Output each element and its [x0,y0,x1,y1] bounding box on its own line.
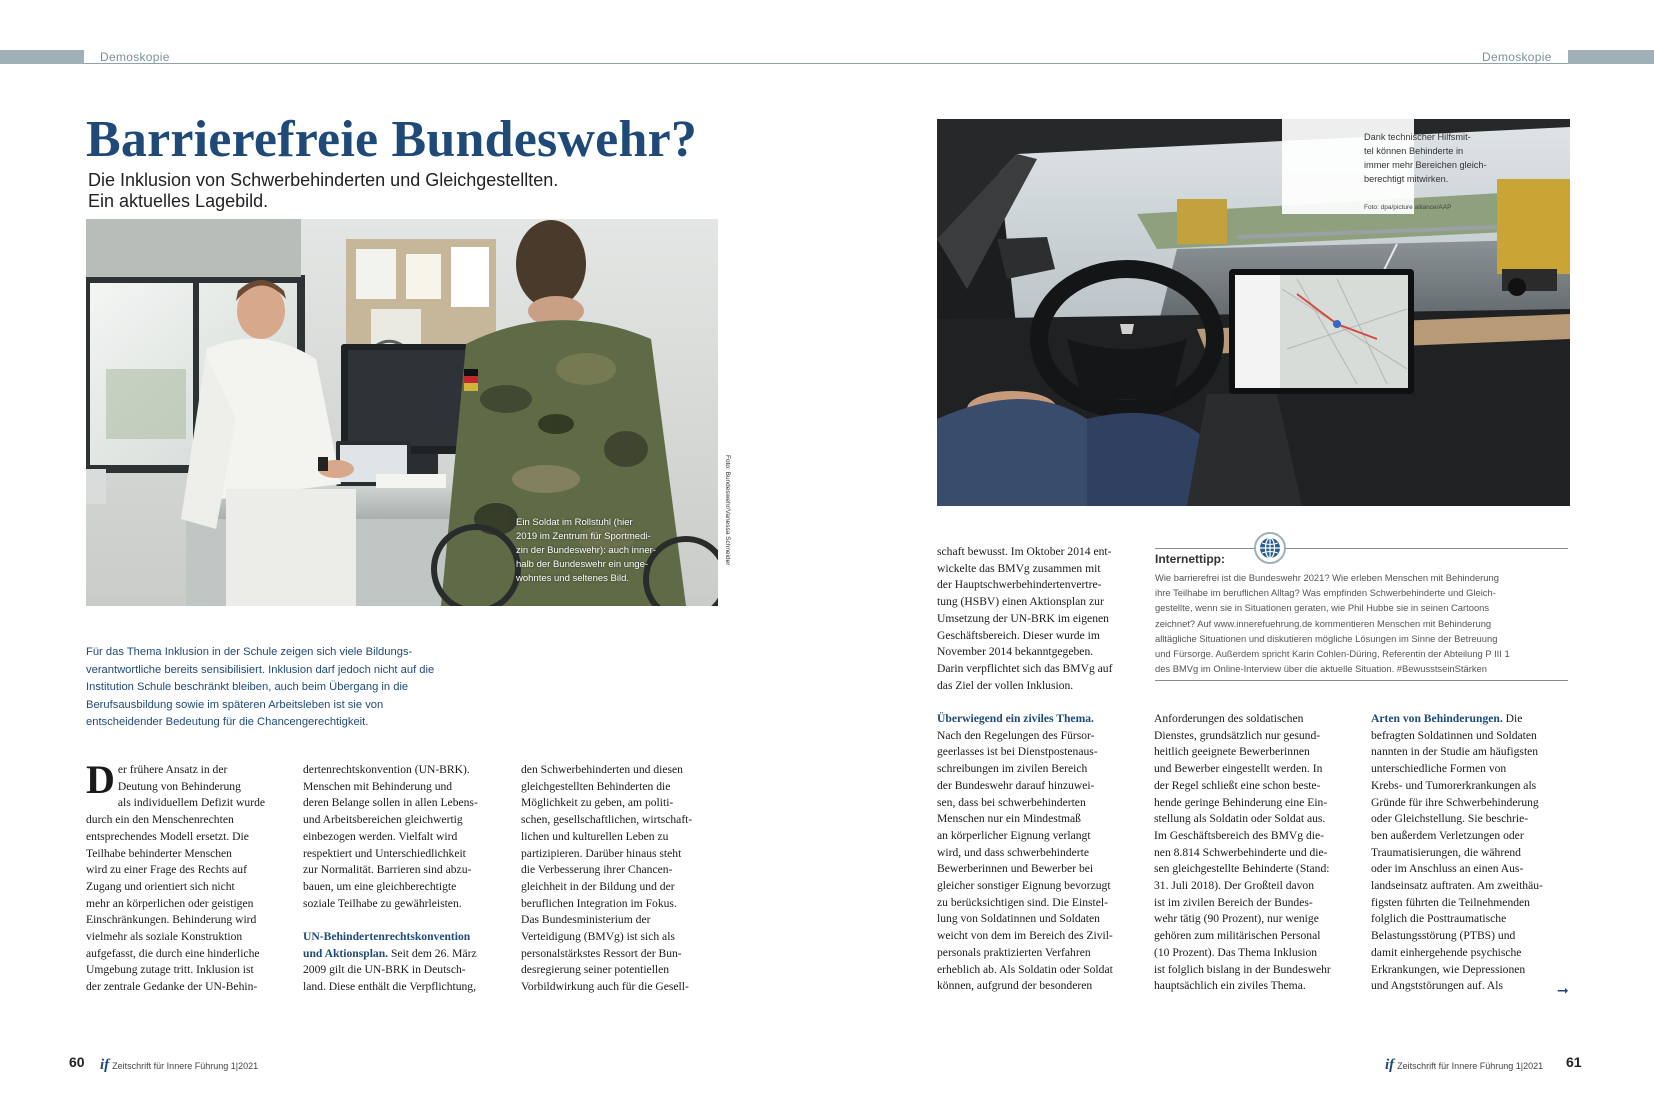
subtitle-line-2: Ein aktuelles Lagebild. [88,191,269,211]
body-column-5 [1154,711,1354,995]
globe-icon [1254,532,1286,564]
drop-cap: D [86,757,115,802]
body-column-1 [86,757,286,996]
journal-footer-left [100,1057,258,1074]
page-number-left: 60 [69,1054,85,1070]
tip-body: Wie barrierefrei ist die Bundeswehr 2021? Wie erleben Menschen mit Behinderung ihre Teilhabe im beruflichen Alltag? Was empfinden Schwerbehinderte und Gleich- gestellte, wenn sie in Situationen geraten, wie Phil Hubbe sie in seinen Cartoons zeichnet? Auf www.innerefuehrung.de kommentieren Menschen mit Behinderung alltägliche Situationen und diskutieren mögliche Lösungen im Sinne der Betreuung und Fürsorge. Außerdem spricht Karin Cohlen-Düring, Referentin der Abteilung P III 1 des BMVg im Online-Interview über die aktuelle Situation. #BewusstseinStärken [1155,572,1510,675]
col4-text-a: schaft bewusst. Im Oktober 2014 ent- wickelte das BMVg zusammen mit der Hauptschwerbehindertenvertre- tung (HSBV) einen Aktionsplan zur Umsetzung der UN-BRK im eigenen Geschäftsbereich. Dieser wurde im November 2014 bekanntgegeben. Darin verpflichtet sich das BMVg auf das Ziel der vollen Inklusion. [937,545,1113,692]
article-subtitle [88,170,688,212]
col2-subheading: UN-Behindertenrechtskonvention und Aktionsplan. [303,930,471,960]
photo-left-caption: Ein Soldat im Rollstuhl (hier 2019 im Zentrum für Sportmedi- zin der Bundeswehr): auch inner- halb der Bundeswehr ein unge- wohntes und seltenes Bild. [516,517,656,584]
tip-title: Internettipp: [1155,552,1225,566]
col1-text: er frühere Ansatz in der Deutung von Behinderung als individuellem Defizit wurde durch ein den Menschenrechten entsprechendes Modell ersetzt. Die Teilhabe behinderter Menschen wird zu einer Frage des Rechts auf Zugang und orientiert sich nicht mehr an körperlichen oder geistigen Einschränkungen. Behinderung wird vielmehr als soziale Konstruktion aufgefasst, die durch eine hinderliche Umgebung zutage tritt. Inklusion ist der zentrale Gedanke der UN-Behin- [86,763,266,994]
col3-text: den Schwerbehinderten und diesen gleichgestellten Behinderten die Möglichkeit zu geben, am politi- schen, gesellschaftlichen, wirtschaft- lichen und kulturellen Leben zu partizipieren. Darüber hinaus steht die Verbesserung ihrer Chancen- gleichheit in der Bildung und der beruflichen Integration im Fokus. Das Bundesministerium der Verteidigung (BMVg) ist sich als personalstärkstes Ressort der Bun- desregierung seiner potentiellen Vorbildwirkung auch für die Gesell- [521,763,693,994]
section-label-left: Demoskopie [100,50,170,64]
journal-footer-right [1385,1057,1543,1074]
header-rule-left [84,63,1568,64]
header-tab-right [1568,50,1654,64]
journal-logo-right: if [1385,1057,1395,1073]
col4-text-b: Nach den Regelungen des Fürsor- geerlasses ist bei Dienstpostenaus- schreibungen im zivilen Bereich der Bundeswehr darauf hinzuwei- sen, dass bei schwerbehinderten Menschen nur ein Mindestmaß an körperlicher Eignung verlangt wird, und dass schwerbehinderte Bewerberinnen und Bewerber bei gleicher sonstiger Eignung bevorzugt zu berücksichtigen sind. Die Einstel- lung von Soldatinnen und Soldaten weicht von dem im Bereich des Zivil- personals praktizierten Verfahren erheblich ab. Als Soldatin oder Soldat können, aufgrund der besonderen [937,728,1113,993]
col6-subheading: Arten von Behinderungen. [1371,712,1503,725]
body-column-6 [1371,711,1571,995]
article-lead: Für das Thema Inklusion in der Schule zeigen sich viele Bildungsverantwortliche bereits sensibilisiert. Inklusion darf jedoch nicht auf die Institution Schule beschränkt bleiben, auch beim Übergang in die Berufsausbildung sowie im späteren Arbeitsleben ist sie von entscheidender Bedeutung für die Chancengerechtigkeit. [86,646,435,728]
tip-rule-bottom [1155,680,1568,681]
journal-logo-left: if [100,1057,110,1073]
photo-left-credit: Foto: Bundeswehr/Vanessa Schneider [724,455,731,566]
col5-text: Anforderungen des soldatischen Dienstes, grundsätzlich nur gesund- heitlich geeignete Bewerberinnen und Bewerber eingestellt werden. In der Regel schließt eine schon beste- hende geringe Behinderung eine Ein- stellung als Soldatin oder Soldat aus. Im Geschäftsbereich des BMVg die- nen 8.814 Schwerbehinderte und die- sen gleichgestellte Behinderte (Stand: 31. Juli 2018). Der Großteil davon ist im zivilen Bereich der Bundes- wehr tätig (90 Prozent), nur wenige gehören zum militärischen Personal (10 Prozent). Das Thema Inklusion ist folglich bislang in der Bundeswehr hauptsächlich ein ziviles Thema. [1154,712,1331,993]
col4-subheading: Überwiegend ein ziviles Thema. [937,712,1094,726]
article-title: Barrierefreie Bundeswehr? [86,111,698,168]
col2-text-a: dertenrechtskonvention (UN-BRK). Menschen mit Behinderung und deren Belange sollen in allen Lebens- und Arbeitsbereichen gleichwertig einbezogen werden. Vielfalt wird respektiert und Unterschiedlichkeit zur Normalität. Barrieren sind abzu- bauen, um eine gleichberechtigte soziale Teilhabe zu gewährleisten. [303,763,478,910]
body-column-3 [521,762,721,996]
tip-rule-top [1155,548,1568,549]
col2-text-b: Seit dem 26. März 2009 gilt die UN-BRK in Deutsch- land. Diese enthält die Verpflichtung, [303,946,477,994]
body-column-2 [303,762,503,996]
journal-name-left: Zeitschrift für Innere Führung 1|2021 [112,1061,259,1071]
journal-name-right: Zeitschrift für Innere Führung 1|2021 [1397,1061,1544,1071]
header-tab-left [0,50,84,64]
photo-right-credit: Foto: dpa/picture alliance/AAP [1364,204,1452,211]
photo-right-caption: Dank technischer Hilfsmit- tel können Behinderte in immer mehr Bereichen gleich- berechtigt mitwirken. [1364,132,1487,184]
continue-arrow-icon: ➞ [1557,983,1569,999]
body-column-4 [937,544,1137,995]
page-number-right: 61 [1566,1054,1582,1070]
subtitle-line-1: Die Inklusion von Schwerbehinderten und Gleichgestellten. [88,170,559,190]
section-label-right: Demoskopie [1482,50,1552,64]
col6-text: Die befragten Soldatinnen und Soldaten nannten in der Studie am häufigsten unterschiedliche Formen von Krebs- und Tumorerkrankungen als Gründe für ihre Schwerbehinderung oder Gleichstellung. Sie beschrie- ben außerdem Verletzungen oder Traumatisierungen, die während oder im Anschluss an einen Aus- landseinsatz auftraten. Am zweithäu- figsten führten die Teilnehmenden folglich die Posttraumatische Belastungsstörung (PTBS) und damit einhergehende psychische Erkrankungen, wie Depressionen und Angststörungen auf. Als [1371,712,1543,993]
